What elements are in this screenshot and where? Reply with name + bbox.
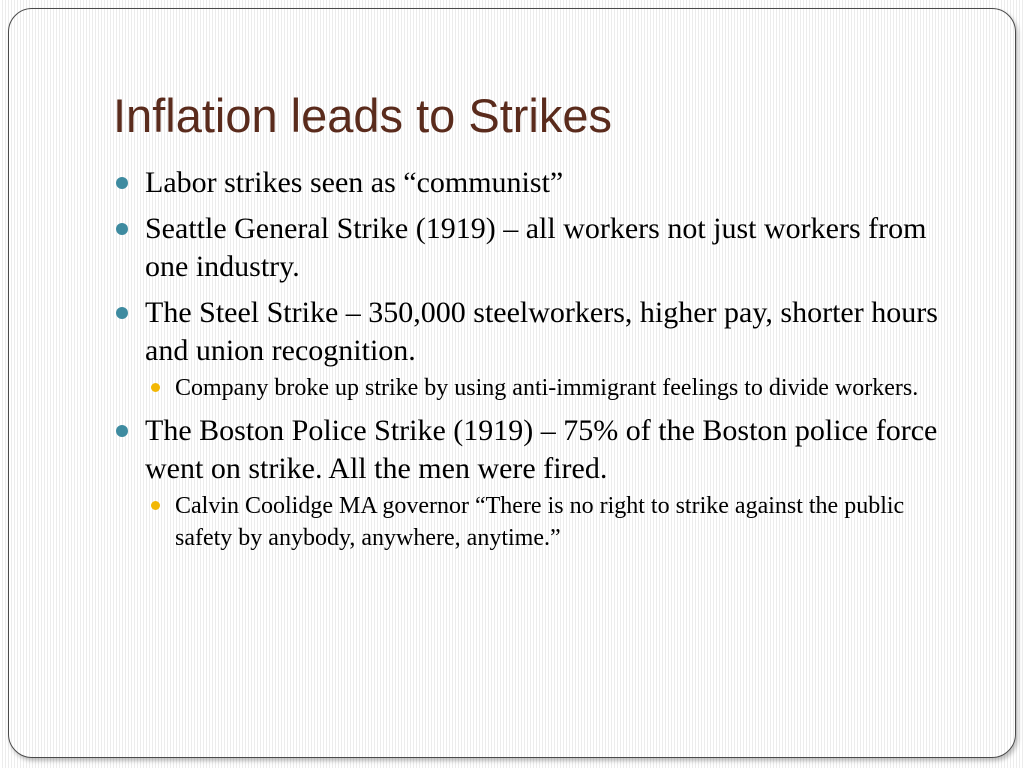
sub-bullet-text: Company broke up strike by using anti-immigrant feelings to divide workers. [175,375,919,401]
bullet-list [112,164,942,562]
sub-bullet-item [145,372,942,404]
sub-bullet-dot-icon [151,501,160,510]
bullet-item [112,412,942,554]
sub-bullet-text: Calvin Coolidge MA governor “There is no right to strike against the public safety by anybody, anywhere, anytime.” [175,493,905,551]
bullet-dot-icon [116,425,128,437]
bullet-dot-icon [116,307,128,319]
bullet-item [112,164,942,202]
bullet-dot-icon [116,177,128,189]
bullet-item [112,294,942,404]
bullet-text: Labor strikes seen as “communist” [145,166,564,199]
bullet-dot-icon [116,223,128,235]
bullet-text: The Steel Strike – 350,000 steelworkers, higher pay, shorter hours and union recognition. [145,296,938,367]
sub-bullet-list [145,372,942,404]
slide-title: Inflation leads to Strikes [113,89,612,142]
sub-bullet-item [145,490,942,554]
sub-bullet-dot-icon [151,383,160,392]
bullet-text: The Boston Police Strike (1919) – 75% of the Boston police force went on strike. All the men were fired. [145,414,938,485]
sub-bullet-list [145,490,942,554]
bullet-text: Seattle General Strike (1919) – all workers not just workers from one industry. [145,212,927,283]
bullet-item [112,210,942,286]
